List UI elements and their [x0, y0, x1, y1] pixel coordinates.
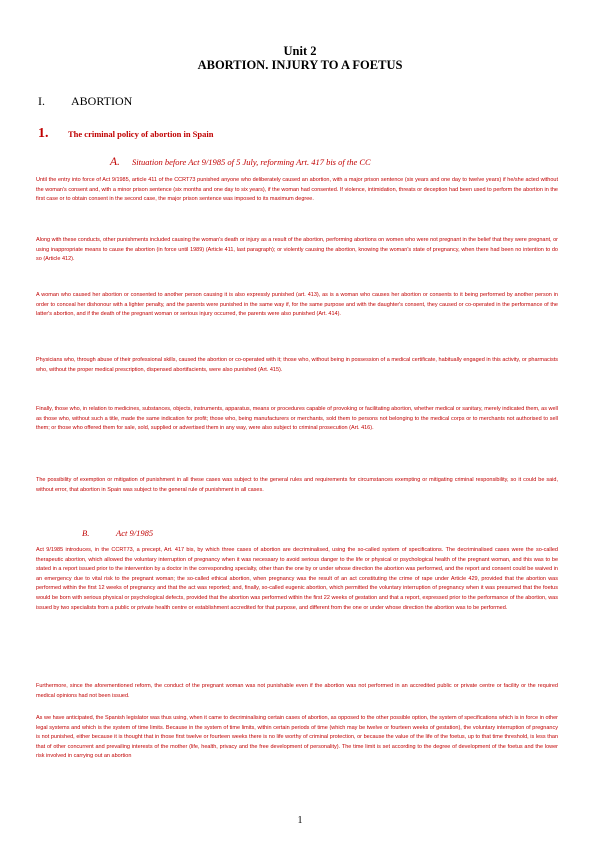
paragraph-2: Along with these conducts, other punishments included causing the woman's death or injury as a result of the abortion, performing abortions on women who were not pregnant in the belief that they were pregnant, or using inappropriate means to cause the abortion (in force until 1989) (Article 411, last paragraph); or violently causing the abortion, knowing the woman's state of pregnancy, when there had been no intention to do so (Article 412).	[36, 237, 558, 263]
paragraph-6: The possibility of exemption or mitigation of punishment in all these cases was subject to the general rules and requirements for circumstances exempting or mitigating criminal responsibility, so it could be said, without error, that abortion in Spain was subject to the general rule of punishment in all cases.	[36, 477, 558, 493]
paragraph-1: Until the entry into force of Act 9/1985, article 411 of the CCRT73 punished anyone who deliberately caused an abortion, with a major prison sentence (six years and one day to twelve years) if he/she acted without the woman's consent and, with a minor prison sentence (six months and one day to six years), if the woman had consented. If violence, intimidation, threats or deception had been used to perform the abortion in the first case or to obtain consent in the second case, the major prison sentence was imposed to its maximum degree.	[36, 177, 558, 203]
unit-heading: Unit 2	[283, 44, 317, 58]
heading-b-title: Act 9/1985	[116, 528, 154, 538]
heading-a	[110, 152, 371, 170]
subsection-number: 1.	[38, 126, 49, 141]
heading-b-number: B.	[82, 528, 90, 538]
page-number: 1	[297, 815, 303, 826]
document-title: ABORTION. INJURY TO A FOETUS	[197, 58, 403, 72]
heading-a-number: A.	[110, 156, 120, 168]
paragraph-8: Furthermore, since the aforementioned reform, the conduct of the pregnant woman was not punishable even if the abortion was not performed in an accredited public or private centre or facility or the required medical opinions had not been issued.	[36, 683, 558, 699]
section-heading	[38, 94, 132, 109]
heading-b	[82, 523, 153, 541]
heading-a-title: Situation before Act 9/1985 of 5 July, reforming Art. 417 bis of the CC	[132, 157, 371, 167]
paragraph-7: Act 9/1985 introduces, in the CCRT73, a precept, Art. 417 bis, by which three cases of abortion are decriminalised, using the so-called system of specifications. The decriminalised cases were the so-called therapeutic abortion, which allowed the voluntary interruption of pregnancy when it was necessary to avoid serious danger to the life or physical or psychological health of the pregnant woman, and this was to be stated in a report issued prior to the intervention by a doctor in the corresponding specialty, other than the one by or under whose direction the abortion was performed, and the report and consent could be waived in an emergency due to vital risk to the pregnant woman; the so-called ethical abortion, when pregnancy was the result of an act constituting the crime of rape under Article 429, provided that the abortion was performed within the first 12 weeks of pregnancy and that the act was reported; and, finally, so-called eugenic abortion, which permitted the voluntary interruption of pregnancy when it was presumed that the foetus would be born with serious physical or psychological defects, provided that the abortion was performed within the first 22 weeks of gestation and that a report, expressed prior to the performance of the abortion, was issued by two specialists from a public or private health centre or establishment accredited for that purpose, and different from the one or under whose direction the abortion was to be performed.	[36, 547, 558, 611]
paragraph-9: As we have anticipated, the Spanish legislator was thus using, when it came to decriminalising certain cases of abortion, as opposed to the other possible option, the system of specifications which is in force in other legal systems and which is the system of time limits. Because in the system of time limits, within certain periods of time (which may be twelve or fourteen weeks of gestation), the voluntary interruption of pregnancy is not punished, either because it is thought that in those first twelve or fourteen weeks there is no life worthy of criminal protection, or because the value of the life of the foetus, up to that time threshold, is less than that of other concurrent and prevailing interests of the mother (life, health, privacy and the free development of personality). The time limit is set according to the degree of development of the foetus and the lower risk involved in carrying out an abortion	[36, 715, 558, 760]
paragraph-5: Finally, those who, in relation to medicines, substances, objects, instruments, apparatus, means or procedures capable of provoking or facilitating abortion, whether medical or sanitary, merely indicated them, as well as those who, without such a title, made the same indication for profit; those who, being manufacturers or merchants, sold them to persons not belonging to the medical corps or to merchants not authorised to sell them; or those who offered them for sale, sold, supplied or advertised them in any way, were also subject to criminal prosecution (Art. 416).	[36, 406, 558, 432]
section-title: ABORTION	[71, 94, 133, 108]
subsection-heading	[38, 124, 213, 142]
section-number: I.	[38, 94, 45, 108]
paragraph-4: Physicians who, through abuse of their professional skills, caused the abortion or co-operated with it; those who, without being in possession of a medical certificate, habitually engaged in this activity, or pharmacists who, without the proper medical prescription, dispensed abortifacients, were also punished (Art. 415).	[36, 357, 558, 373]
subsection-title: The criminal policy of abortion in Spain	[68, 129, 214, 139]
paragraph-3: A woman who caused her abortion or consented to another person causing it is also expressly punished (art. 413), as is a woman who causes her abortion or consents to it being performed by another person in order to conceal her dishonour with a lighter penalty, and the parents were punished in the same way if, for the same purpose and with the daughter's consent, they caused or co-operated in the performance of the latter's abortion, and if the death of the pregnant woman or serious injury occurred, the parents were also punished (Art. 414).	[36, 292, 558, 318]
